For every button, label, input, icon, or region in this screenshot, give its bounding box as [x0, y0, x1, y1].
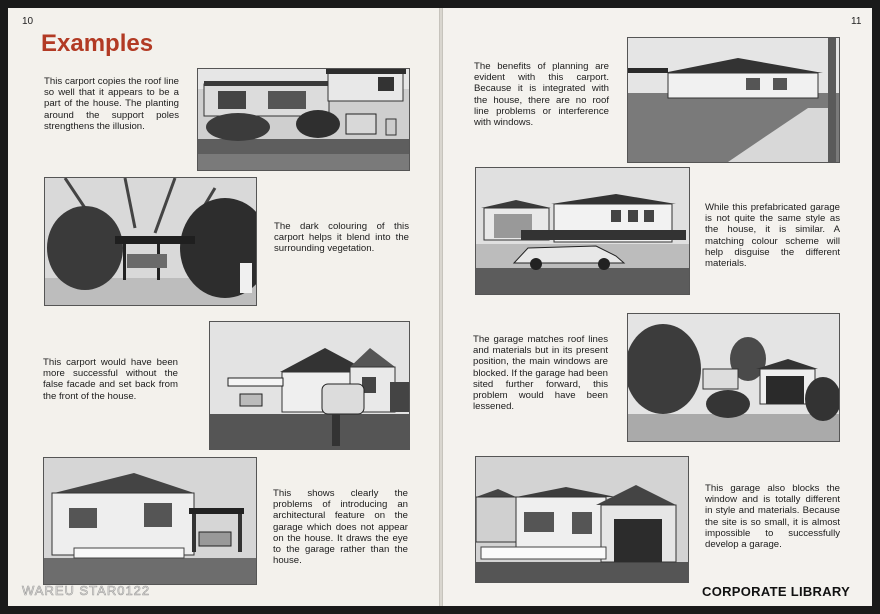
- library-label: CORPORATE LIBRARY: [702, 584, 851, 599]
- book-spine: [439, 8, 443, 606]
- photo-integrated-carport: [627, 37, 840, 163]
- photo-dark-carport: [44, 177, 257, 306]
- left-page-number: 10: [22, 16, 34, 27]
- caption-carport-roofline: This carport copies the roof line so well that it appears to be a part of the house. The planting around the support poles strengthens the illusion.: [44, 76, 179, 132]
- caption-garage-different-style: This garage also blocks the window and is totally different in style and materials. Because the site is so small, it is almost impossible to successfully develop a garage.: [705, 483, 840, 551]
- caption-dark-carport: The dark colouring of this carport helps it blend into the surrounding vegetation.: [274, 221, 409, 255]
- photo-architectural-garage: [43, 457, 257, 585]
- photo-house-carport-1: [197, 68, 410, 171]
- archive-stamp: WAREU STAR0122: [22, 583, 151, 598]
- caption-prefab-garage: While this prefabricated garage is not quite the same style as the house, it is similar. A matching colour scheme will help disguise the different materials.: [705, 202, 840, 270]
- caption-integrated-carport: The benefits of planning are evident with this carport. Because it is integrated with the house, there are no roof line problems or interference with windows.: [474, 61, 609, 129]
- caption-garage-blocks-windows: The garage matches roof lines and materials but in its present position, the main windows are blocked. If the garage had been sited further forward, this problem would have been lessened.: [473, 334, 608, 413]
- photo-garage-different-style: [475, 456, 689, 583]
- right-page-number: 11: [851, 16, 862, 27]
- photo-false-facade: [209, 321, 410, 450]
- photo-prefab-garage: [475, 167, 690, 295]
- caption-false-facade: This carport would have been more successful without the false facade and set back from the front of the house.: [43, 357, 178, 402]
- page-title: Examples: [41, 30, 154, 57]
- caption-architectural-feature: This shows clearly the problems of introducing an architectural feature on the garage which does not appear on the house. It draws the eye to the garage rather than the house.: [273, 488, 408, 567]
- photo-garage-matching-roof: [627, 313, 840, 442]
